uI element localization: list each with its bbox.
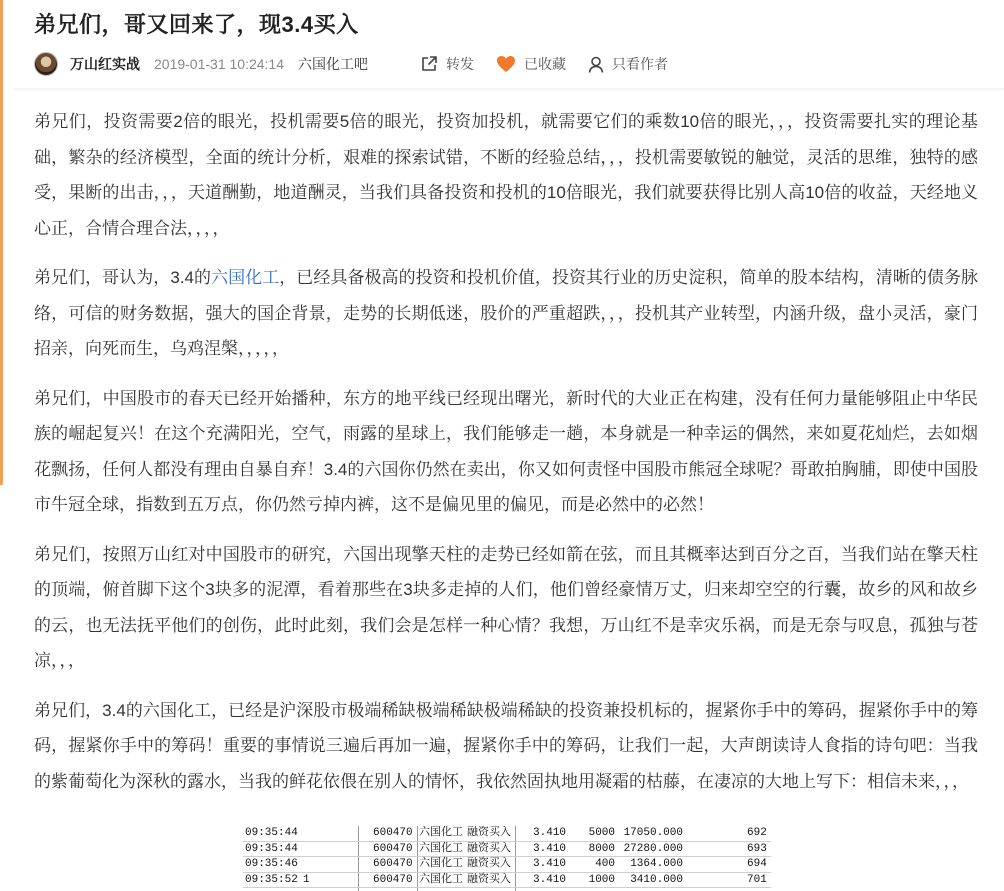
post-time: 2019-01-31 10:24:14 xyxy=(154,56,284,72)
post-content xyxy=(34,104,978,813)
favorite-label: 已收藏 xyxy=(524,56,566,72)
table-cell: 3.410 xyxy=(533,873,567,886)
paragraph-4: 弟兄们，按照万山红对中国股市的研究，六国出现擎天柱的走势已经如箭在弦，而且其概率达到百分之百，当我们站在擎天柱的顶端，俯首脚下这个3块多的泥潭，看着那些在3块多走掉的人们，他们曾经豪情万丈，归来却空空的行囊，故乡的风和故乡的云，也无法抚平他们的创伤，此时此刻，我们会是怎样一种心情？我想，万山红不是幸灾乐祸，而是无奈与叹息，孤独与苍凉，，， xyxy=(34,544,978,670)
table-cell: 1000 xyxy=(588,873,615,886)
table-cell: 3.410 xyxy=(533,827,567,839)
table-cell: 1 xyxy=(303,873,310,886)
paragraph-3: 弟兄们，中国股市的春天已经开始播种，东方的地平线已经现出曙光，新时代的大业正在构建，没有任何力量能够阻止中华民族的崛起复兴！在这个充满阳光，空气，雨露的星球上，我们能够走一趟，本身就是一种幸运的偶然，来如夏花灿烂，去如烟花飘扬，任何人都没有理由自暴自弃！3.4的六国你仍然在卖出，你又如何责怪中国股市熊冠全球呢？哥敢拍胸脯，即使中国股市牛冠全球，指数到五万点，你仍然亏掉内裤，这不是偏见里的偏见，而是必然中的必然！ xyxy=(34,388,978,514)
paragraph-5: 弟兄们，3.4的六国化工，已经是沪深股市极端稀缺极端稀缺极端稀缺的投资兼投机标的，握紧你手中的筹码，握紧你手中的筹码，握紧你手中的筹码！重要的事情说三遍后再加一遍，握紧你手中的筹码，让我们一起，大声朗读诗人食指的诗句吧：当我的紫葡萄化为深秋的露水，当我的鲜花依偎在别人的情怀，我依然固执地用凝霜的枯藤，在凄凉的大地上写下：相信未来，，， xyxy=(34,700,978,791)
table-cell: 六国化工 xyxy=(419,873,463,886)
share-icon xyxy=(420,55,438,73)
table-cell: 694 xyxy=(747,858,767,870)
avatar[interactable] xyxy=(34,52,58,76)
table-cell: 600470 xyxy=(373,827,413,839)
table-cell: 8000 xyxy=(588,842,615,855)
table-row xyxy=(243,873,771,889)
forum-link[interactable]: 六国化工吧 xyxy=(298,56,368,72)
author-name[interactable]: 万山红实战 xyxy=(70,56,140,72)
table-cell: 692 xyxy=(747,827,767,839)
share-button[interactable] xyxy=(420,54,474,74)
table-cell: 六国化工 xyxy=(419,858,463,870)
table-cell: 600470 xyxy=(373,842,413,855)
table-cell: 1364.000 xyxy=(630,858,683,870)
paragraph-2-before: 弟兄们，哥认为，3.4的 xyxy=(34,268,212,287)
table-cell: 09:35:44 xyxy=(245,827,298,839)
table-cell: 3.410 xyxy=(533,842,567,855)
favorite-button[interactable] xyxy=(496,54,566,74)
table-cell: 09:35:46 xyxy=(245,858,298,870)
table-cell: 六国化工 xyxy=(419,827,463,839)
header-divider xyxy=(14,88,1004,92)
paragraph-2-after: ，已经具备极高的投资和投机价值，投资其行业的历史淀积，简单的股本结构，清晰的债务脉络，可信的财务数据，强大的国企背景，走势的长期低迷，股价的严重超跌，，，投机其产业转型，内涵升级，盘小灵活，豪门招亲，向死而生，乌鸡涅槃，，，，， xyxy=(34,268,979,358)
table-row xyxy=(243,842,771,858)
table-row xyxy=(243,857,771,873)
left-accent-bar xyxy=(0,0,3,485)
table-cell: 693 xyxy=(747,842,767,855)
table-cell: 融资买入 xyxy=(467,873,511,886)
post-title: 弟兄们，哥又回来了，现3.4买入 xyxy=(34,12,359,37)
table-cell: 400 xyxy=(595,858,615,870)
table-cell: 3410.000 xyxy=(630,873,683,886)
share-label: 转发 xyxy=(446,56,474,72)
stock-link[interactable]: 六国化工 xyxy=(211,268,280,287)
heart-icon xyxy=(496,55,516,73)
table-cell: 09:35:44 xyxy=(245,842,298,855)
table-cell: 5000 xyxy=(588,827,615,839)
paragraph-1: 弟兄们，投资需要2倍的眼光，投机需要5倍的眼光，投资加投机，就需要它们的乘数10倍的眼光，，，投资需要扎实的理论基础，繁杂的经济模型，全面的统计分析，艰难的探索试错，不断的经验总结，，，投机需要敏锐的触觉，灵活的思维，独特的感受，果断的出击，，，天道酬勤，地道酬灵，当我们具备投资和投机的10倍眼光，我们就要获得比别人高10倍的收益，天经地义心正，合情合理合法，，，， xyxy=(34,112,978,238)
paragraph-2 xyxy=(34,260,978,367)
table-cell: 17050.000 xyxy=(623,827,683,839)
table-cell: 六国化工 xyxy=(419,842,463,855)
table-cell: 600470 xyxy=(373,858,413,870)
table-cell: 701 xyxy=(747,873,767,886)
trade-screenshot-image[interactable] xyxy=(243,826,771,891)
author-only-button[interactable] xyxy=(588,54,668,74)
table-cell: 09:35:52 xyxy=(245,873,298,886)
table-cell: 3.410 xyxy=(533,858,567,870)
author-only-label: 只看作者 xyxy=(612,56,668,72)
table-cell: 27280.000 xyxy=(623,842,683,855)
table-cell: 融资买入 xyxy=(467,827,511,839)
table-cell: 融资买入 xyxy=(467,858,511,870)
trade-table xyxy=(243,826,771,888)
post-meta xyxy=(34,50,690,78)
table-row xyxy=(243,826,771,842)
person-icon xyxy=(588,56,604,73)
table-cell: 600470 xyxy=(373,873,413,886)
table-cell: 融资买入 xyxy=(467,842,511,855)
